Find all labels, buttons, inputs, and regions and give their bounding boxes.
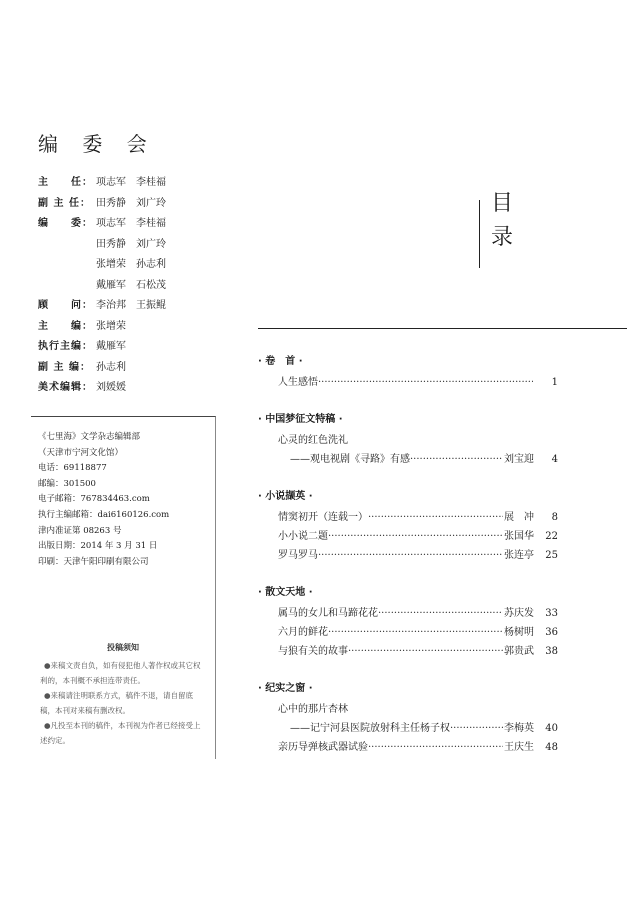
editorial-role: 副 主 任：	[38, 197, 91, 209]
toc-entry-title: 六月的鲜花	[278, 627, 328, 638]
publication-info-line: 电子邮箱：767834463​.com	[38, 494, 150, 505]
toc-section	[258, 679, 558, 757]
toc-entry-title[interactable]: 心中的那片杏林	[278, 704, 348, 715]
table-of-contents	[258, 352, 558, 775]
publication-info-line: 电话：69118877	[38, 463, 107, 474]
notice-item: ●来稿文责自负，如有侵犯他人著作权或其它权利的，本刊概不承担连带责任。	[40, 661, 201, 685]
toc-entry-title[interactable]: 心灵的红色洗礼	[278, 435, 348, 446]
toc-entry-page: 22	[545, 531, 558, 542]
toc-entry-title: ——观电视剧《寻路》有感	[290, 454, 410, 465]
editorial-role: 编 委：	[38, 218, 93, 229]
toc-entry-author: 杨树明	[504, 627, 534, 638]
publication-info-line: 邮编：301500	[38, 478, 96, 489]
toc-entry-page: 1	[551, 377, 558, 388]
editorial-row	[38, 358, 166, 379]
editorial-role: 副 主 编：	[38, 361, 91, 373]
toc-entry-author: 张国华	[504, 531, 534, 542]
publication-info-line: 出版日期：2014 年 3 月 31 日	[38, 541, 158, 552]
editorial-row	[38, 317, 166, 338]
toc-entry[interactable]	[258, 450, 558, 469]
notice-item: ●来稿请注明联系方式，稿件不退，请自留底稿，本刊对来稿有删改权。	[40, 691, 194, 715]
toc-entry-page: 8	[551, 512, 558, 523]
editorial-row	[38, 173, 166, 194]
toc-entry-page: 33	[545, 608, 558, 619]
toc-entry[interactable]	[258, 546, 558, 565]
toc-entry[interactable]	[258, 508, 558, 527]
editorial-row	[38, 378, 166, 399]
toc-entry-page: 38	[545, 646, 558, 657]
toc-section-heading: · 纪实之窗 ·	[258, 683, 313, 694]
dot-leader	[328, 531, 503, 542]
toc-entry[interactable]	[258, 527, 558, 546]
dot-leader	[378, 608, 503, 619]
toc-entry-author: 郭贵武	[504, 646, 534, 657]
toc-entry[interactable]	[258, 373, 558, 392]
toc-section	[258, 487, 558, 565]
editorial-row	[38, 214, 166, 235]
toc-section	[258, 410, 558, 469]
editorial-row	[38, 276, 166, 297]
publication-info-line: 印刷：天津午阳印刷有限公司	[38, 556, 149, 567]
editorial-names: 戴雁军 石松茂	[96, 279, 166, 291]
toc-entry-title: 小小说二题	[278, 531, 328, 542]
notice-title: 投稿须知	[107, 642, 139, 652]
editorial-role: 美术编辑：	[38, 382, 93, 393]
editorial-names: 项志军 李桂福	[96, 218, 166, 229]
publication-info-line: 津内准证第 08263 号	[38, 525, 122, 536]
editorial-role: 主 任：	[38, 177, 93, 188]
dot-leader	[368, 742, 503, 753]
submission-notice	[40, 640, 206, 748]
toc-entry-author: 王庆生	[504, 742, 534, 753]
toc-entry-author: 苏庆发	[504, 608, 534, 619]
toc-entry-title: 情窦初开（连载一）	[278, 512, 368, 523]
contents-heading: 目录	[491, 191, 514, 250]
toc-entry-title: ——记宁河县医院放射科主任杨子权	[290, 723, 450, 734]
toc-section-heading: · 散文天地 ·	[258, 587, 313, 598]
editorial-names: 田秀静 刘广玲	[96, 238, 166, 250]
toc-entry-page: 48	[545, 742, 558, 753]
editorial-row	[38, 296, 166, 317]
editorial-row	[38, 337, 166, 358]
toc-section-heading: · 中国梦征文特稿 ·	[258, 414, 343, 425]
toc-section-heading: · 卷 首 ·	[258, 356, 303, 367]
editorial-board-title: 编 委 会	[38, 132, 156, 156]
editorial-role: 顾 问：	[38, 300, 93, 311]
heading-vertical-rule	[479, 200, 480, 268]
toc-entry[interactable]	[258, 642, 558, 661]
editorial-names: 刘媛媛	[96, 382, 126, 393]
toc-entry[interactable]	[258, 604, 558, 623]
toc-entry-page: 36	[545, 627, 558, 638]
toc-entry-title: 属马的女儿和马蹄花花	[278, 608, 378, 619]
toc-entry[interactable]	[258, 738, 558, 757]
editorial-names: 李治邦 王振鲲	[96, 300, 166, 311]
toc-entry-author: 展 冲	[504, 512, 534, 523]
contents-horizontal-rule	[258, 328, 627, 329]
publication-info	[38, 430, 169, 570]
editorial-role	[38, 276, 96, 297]
editorial-names: 张增荣 孙志利	[96, 259, 166, 270]
toc-section	[258, 352, 558, 392]
toc-entry-title: 罗马罗马	[278, 550, 318, 561]
editorial-row	[38, 235, 166, 256]
toc-entry-page: 40	[545, 723, 558, 734]
publication-info-line: 《七里海》文学杂志编辑部	[38, 432, 141, 442]
dot-leader	[318, 550, 503, 561]
editorial-names: 张增荣	[96, 320, 126, 332]
toc-entry-author: 刘宝迎	[504, 454, 534, 465]
editorial-row	[38, 255, 166, 276]
dot-leader	[450, 723, 503, 734]
editorial-row	[38, 194, 166, 215]
dot-leader	[368, 512, 503, 523]
editorial-role: 执行主编：	[38, 341, 93, 352]
editorial-names: 戴雁军	[96, 341, 126, 352]
toc-entry-author: 李梅英	[504, 723, 534, 734]
dot-leader	[410, 454, 503, 465]
editorial-role	[38, 255, 96, 276]
editorial-role: 主 编：	[38, 320, 93, 332]
toc-section	[258, 583, 558, 661]
editorial-names: 田秀静 刘广玲	[96, 197, 166, 209]
toc-section-heading: · 小说撷英 ·	[258, 491, 313, 502]
toc-entry[interactable]	[258, 719, 558, 738]
editorial-board-list	[38, 173, 166, 399]
dot-leader	[348, 646, 503, 657]
editorial-names: 项志军 李桂福	[96, 177, 166, 188]
toc-entry-page: 25	[545, 550, 558, 561]
toc-entry-title: 与狼有关的故事	[278, 646, 348, 657]
publication-info-line: 执行主编邮箱：dai6160126.com	[38, 509, 170, 520]
publication-info-line: （天津市宁河文化馆）	[38, 447, 124, 458]
toc-entry[interactable]	[258, 623, 558, 642]
toc-entry-title: 人生感悟	[278, 377, 318, 388]
editorial-role	[38, 235, 96, 256]
toc-entry-page: 4	[551, 454, 558, 465]
editorial-names: 孙志利	[96, 361, 126, 373]
notice-item: ●凡投至本刊的稿件，本刊视为作者已经接受上述约定。	[40, 721, 201, 745]
toc-entry-author: 张连亭	[504, 550, 534, 561]
dot-leader	[328, 627, 503, 638]
dot-leader	[318, 377, 533, 388]
toc-entry-title: 亲历导弹核武器试验	[278, 742, 368, 753]
